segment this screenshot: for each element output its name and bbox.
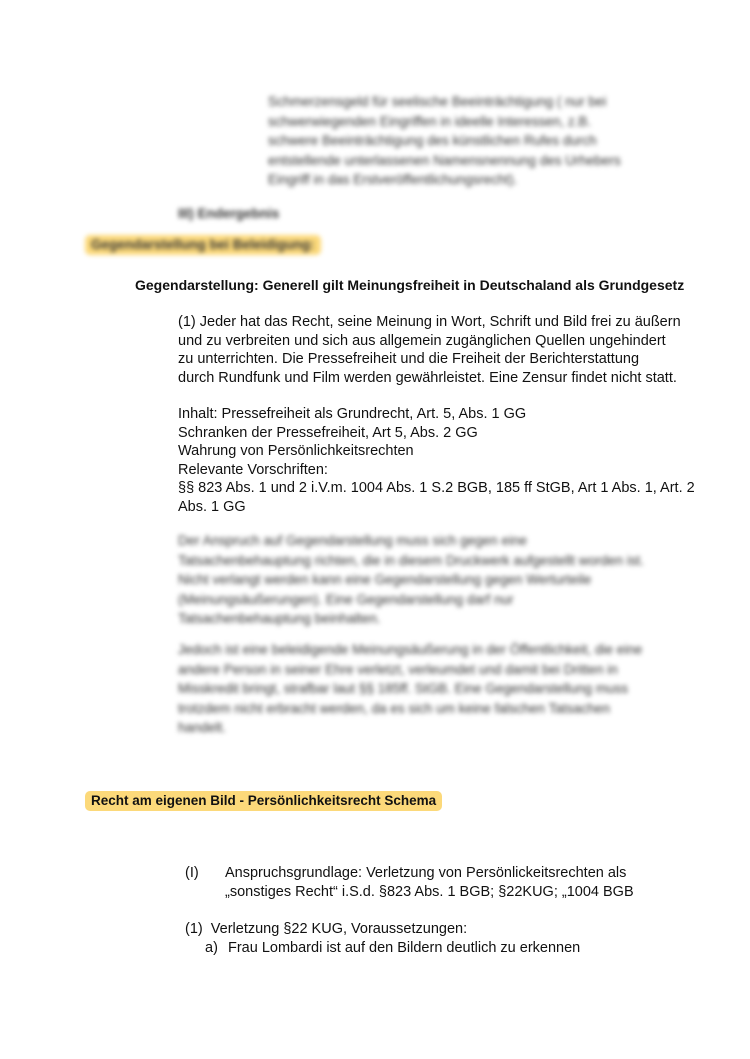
list-item-label: a) bbox=[205, 940, 218, 956]
list-item-I bbox=[185, 864, 665, 902]
info-line: Schranken der Pressefreiheit, Art 5, Abs. 2 GG bbox=[178, 424, 478, 441]
quote-line: und zu verbreiten und sich aus allgemein zugänglichen Quellen ungehindert bbox=[178, 332, 666, 349]
section-heading-label: Recht am eigenen Bild - Persönlichkeitsrecht Schema bbox=[85, 791, 442, 811]
section-heading-gegendarstellung bbox=[85, 236, 321, 254]
blurred-subheading: III) Endergebnis bbox=[178, 206, 280, 221]
list-item-text: (1) Verletzung §22 KUG, Voraussetzungen: bbox=[185, 921, 468, 937]
section-heading-recht-am-bild bbox=[85, 792, 442, 810]
info-line: Abs. 1 GG bbox=[178, 498, 246, 515]
list-item-text: Frau Lombardi ist auf den Bildern deutlich zu erkennen bbox=[228, 940, 581, 956]
info-line: Inhalt: Pressefreiheit als Grundrecht, Art. 5, Abs. 1 GG bbox=[178, 406, 527, 422]
list-item-number: (I) bbox=[185, 865, 199, 881]
blurred-paragraph-tatsachen: Der Anspruch auf Gegendarstellung muss sich gegen eine Tatsachenbehauptung richten, die in diesem Druckwerk aufgestellt worden ist. Nicht verlangt werden kann eine Gegendarstellung gegen Werturteile (Meinungsäußerungen). Eine Gegendarstellung darf nur Tatsachenbehauptung beinhalten. bbox=[178, 533, 645, 626]
list-item-1 bbox=[185, 920, 665, 939]
quote-line: zu unterrichten. Die Pressefreiheit und die Freiheit der Berichterstattung bbox=[178, 351, 640, 367]
list-item-a bbox=[205, 939, 665, 958]
list-item-text: Anspruchsgrundlage: Verletzung von Persönlickeitsrechten als bbox=[225, 865, 627, 881]
blurred-intro-paragraph: Schmerzensgeld für seelische Beeinträchtigung ( nur bei schwerwiegenden Eingriffen in ideelle Interessen, z.B. schwere Beeinträchtigung des künstlichen Rufes durch entstellende unterlassenen Namensnennung des Urhebers Eingriff in das Erstveröffentlichungsrecht). bbox=[268, 94, 621, 187]
info-block bbox=[178, 405, 695, 516]
section-heading-label: Gegendarstellung bei Beleidigung: bbox=[85, 235, 321, 255]
list-item-text: „sonstiges Recht“ i.S.d. §823 Abs. 1 BGB; §22KUG; „1004 BGB bbox=[225, 884, 634, 900]
grundgesetz-quote bbox=[178, 313, 681, 387]
quote-line: durch Rundfunk und Film werden gewährleistet. Eine Zensur findet nicht statt. bbox=[178, 369, 677, 386]
info-line: §§ 823 Abs. 1 und 2 i.V.m. 1004 Abs. 1 S.2 BGB, 185 ff StGB, Art 1 Abs. 1, Art. 2 bbox=[178, 480, 695, 496]
info-line: Relevante Vorschriften: bbox=[178, 461, 328, 478]
quote-line: (1) Jeder hat das Recht, seine Meinung in Wort, Schrift und Bild frei zu äußern bbox=[178, 314, 681, 330]
blurred-paragraph-beleidigung: Jedoch ist eine beleidigende Meinungsäußerung in der Öffentlichkeit, die eine andere Person in seiner Ehre verletzt, verleumdet und damit bei Dritten in Misskredit bringt, strafbar laut §§ 185ff. StGB. Eine Gegendarstellung muss trotzdem nicht erbracht werden, da es sich um keine falschen Tatsachen handelt. bbox=[178, 642, 643, 735]
section-title: Gegendarstellung: Generell gilt Meinungsfreiheit in Deutschaland als Grundgesetz bbox=[135, 277, 685, 293]
info-line: Wahrung von Persönlichkeitsrechten bbox=[178, 443, 414, 459]
